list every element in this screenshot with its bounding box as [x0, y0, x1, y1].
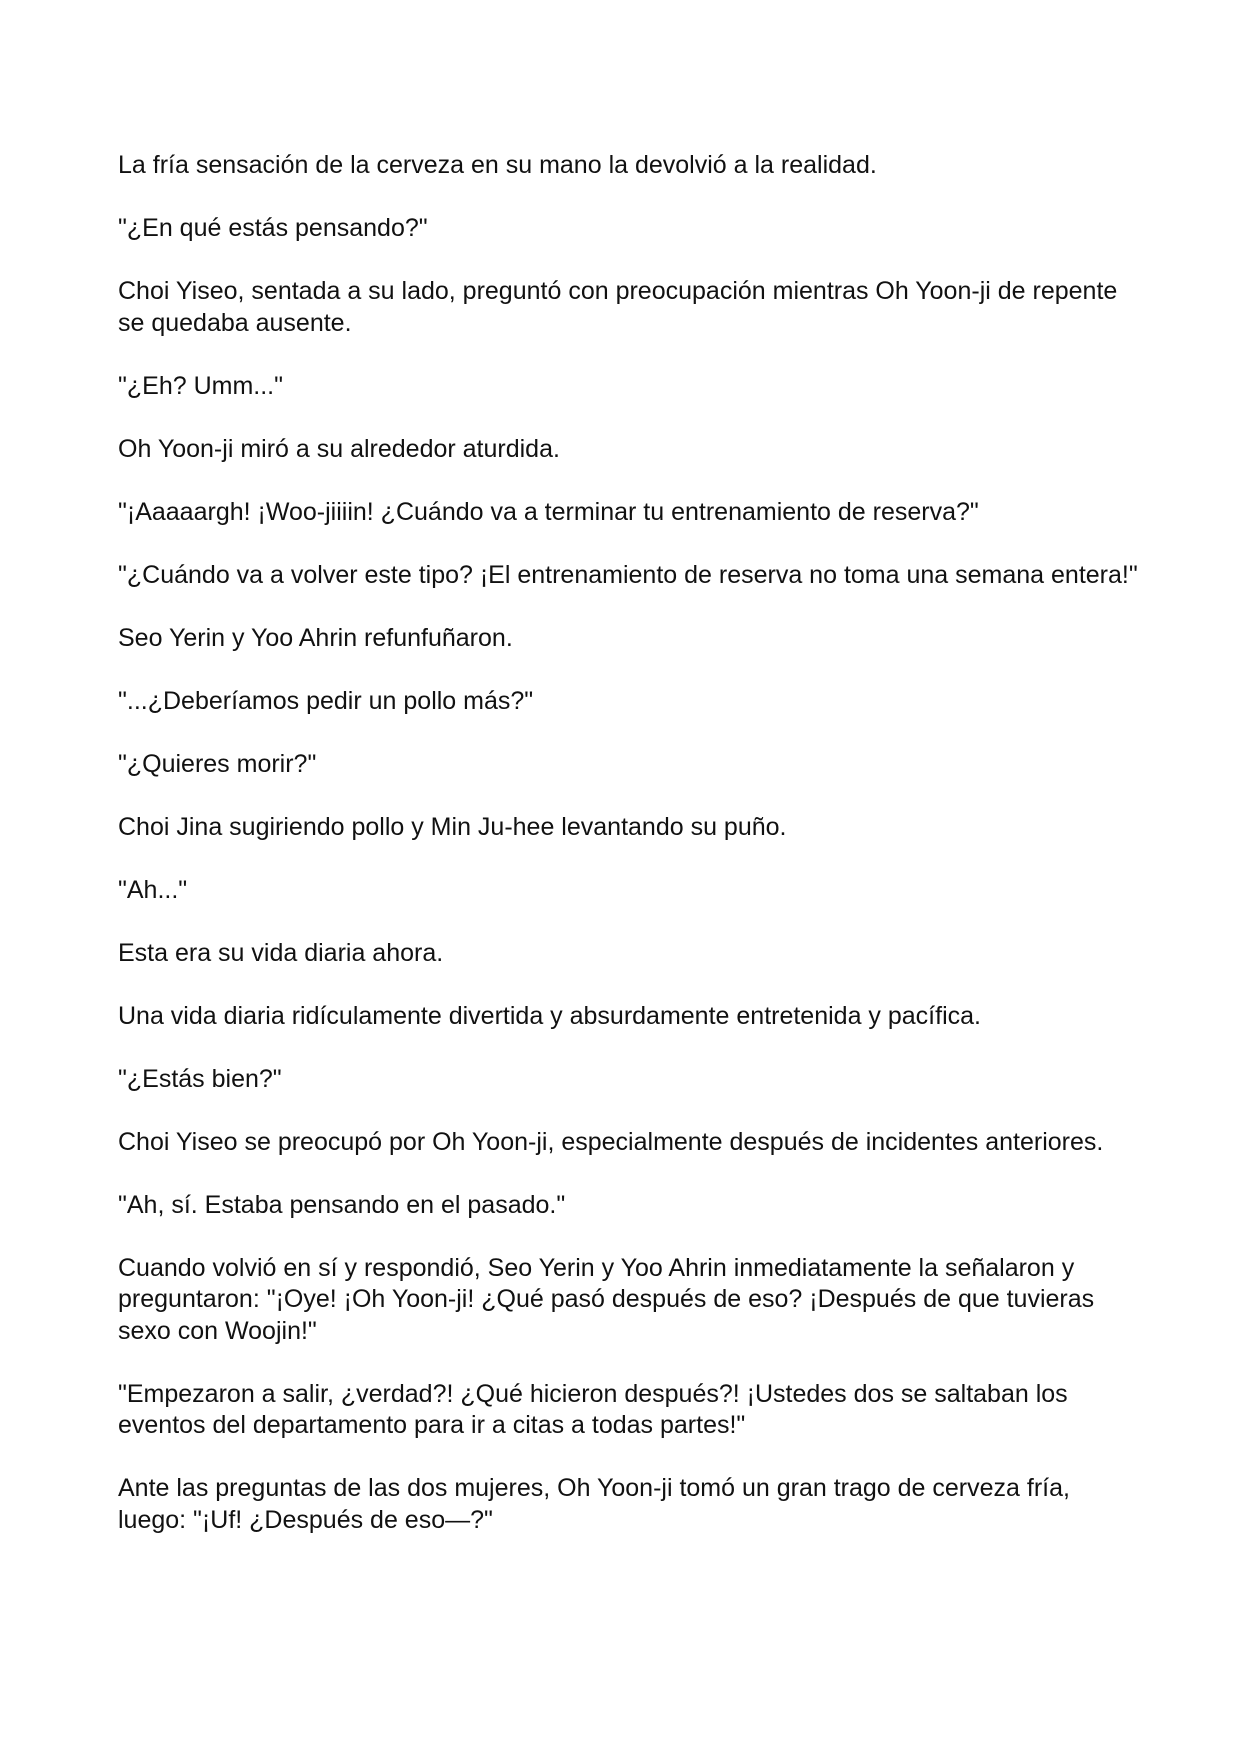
paragraph-8: Seo Yerin y Yoo Ahrin refunfuñaron. [118, 623, 513, 652]
paragraph-15: "¿Estás bien?" [118, 1064, 282, 1093]
paragraph-6: "¡Aaaaargh! ¡Woo-jiiiin! ¿Cuándo va a terminar tu entrenamiento de reserva?" [118, 497, 979, 526]
paragraph-2: "¿En qué estás pensando?" [118, 214, 428, 242]
paragraph-11: Choi Jina sugiriendo pollo y Min Ju-hee levantando su puño. [118, 812, 787, 841]
paragraph-9: "...¿Deberíamos pedir un pollo más?" [118, 686, 534, 715]
paragraph-14: Una vida diaria ridículamente divertida y absurdamente entretenida y pacífica. [118, 1001, 981, 1030]
paragraph-16: Choi Yiseo se preocupó por Oh Yoon-ji, especialmente después de incidentes anteriores. [118, 1127, 1104, 1156]
paragraph-12: "Ah..." [118, 875, 188, 904]
paragraph-3: Choi Yiseo, sentada a su lado, preguntó con preocupación mientras Oh Yoon-ji de repente se quedaba ausente. [118, 277, 1118, 337]
paragraph-4: "¿Eh? Umm..." [118, 371, 283, 400]
paragraph-10: "¿Quieres morir?" [118, 749, 317, 778]
paragraph-19: "Empezaron a salir, ¿verdad?! ¿Qué hicieron después?! ¡Ustedes dos se saltaban los eventos del departamento para ir a citas a todas partes!" [118, 1379, 1068, 1439]
paragraph-20: Ante las preguntas de las dos mujeres, Oh Yoon-ji tomó un gran trago de cerveza fría, luego: "¡Uf! ¿Después de eso—?" [118, 1474, 1070, 1534]
paragraph-1: La fría sensación de la cerveza en su mano la devolvió a la realidad. [118, 151, 877, 179]
paragraph-18: Cuando volvió en sí y respondió, Seo Yerin y Yoo Ahrin inmediatamente la señalaron y preguntaron: "¡Oye! ¡Oh Yoon-ji! ¿Qué pasó después de eso? ¡Después de que tuvieras sexo con Woojin!" [118, 1253, 1095, 1345]
paragraph-17: "Ah, sí. Estaba pensando en el pasado." [118, 1190, 566, 1219]
paragraph-7: "¿Cuándo va a volver este tipo? ¡El entrenamiento de reserva no toma una semana entera!" [118, 560, 1138, 589]
paragraph-13: Esta era su vida diaria ahora. [118, 938, 444, 967]
document-body [118, 150, 1138, 1568]
paragraph-5: Oh Yoon-ji miró a su alrededor aturdida. [118, 434, 560, 463]
